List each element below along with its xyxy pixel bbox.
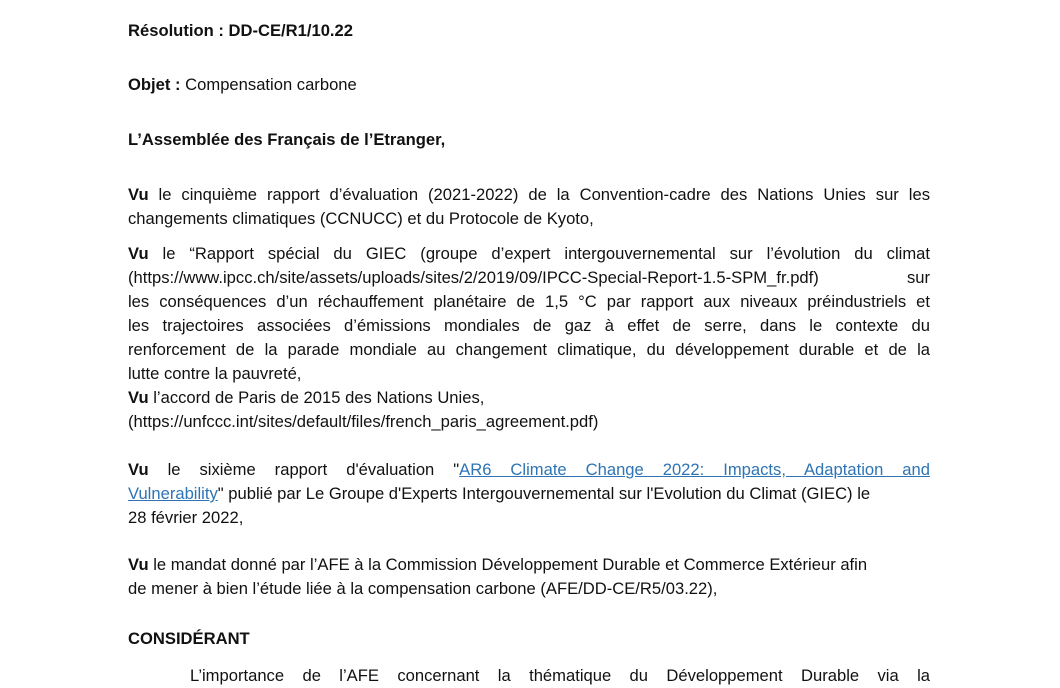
ar6-report-link[interactable]: AR6 Climate Change 2022: Impacts, Adaptation and: [459, 460, 930, 479]
para3-line1: Vu l’accord de Paris de 2015 des Nations Unies,: [128, 388, 485, 407]
para4-line2: Vulnerability" publié par Le Groupe d'Experts Intergouvernemental sur l'Evolution du Climat (GIEC) le: [128, 484, 871, 503]
objet-label: Objet :: [128, 75, 181, 94]
para2-line6: lutte contre la pauvreté,: [128, 364, 302, 383]
para2-line2: (https://www.ipcc.ch/site/assets/uploads/sites/2/2019/09/IPCC-Special-Report-1.5-SPM_fr.pdf) sur: [128, 268, 930, 287]
resolution-label: Résolution :: [128, 21, 224, 40]
ar6-report-link-continued[interactable]: Vulnerability: [128, 484, 218, 503]
considerant-heading: CONSIDÉRANT: [128, 629, 250, 648]
para4-line1: Vu le sixième rapport d'évaluation "AR6 Climate Change 2022: Impacts, Adaptation and: [128, 460, 930, 479]
para5-line2: de mener à bien l’étude liée à la compensation carbone (AFE/DD-CE/R5/03.22),: [128, 579, 718, 598]
objet-value: Compensation carbone: [185, 75, 357, 94]
vu-keyword: Vu: [128, 244, 149, 263]
partial-line: L’importance de l’AFE concernant la thématique du Développement Durable via la: [190, 666, 930, 685]
para2-line4: les trajectoires associées d’émissions mondiales de gaz à effet de serre, dans le contexte du: [128, 316, 930, 335]
objet-line: [128, 73, 930, 97]
para3-line2: (https://unfccc.int/sites/default/files/french_paris_agreement.pdf): [128, 412, 599, 431]
resolution-value: DD-CE/R1/10.22: [228, 21, 354, 40]
para5-line1: Vu le mandat donné par l’AFE à la Commission Développement Durable et Commerce Extérieur afin: [128, 555, 868, 574]
para4-line3: 28 février 2022,: [128, 508, 244, 527]
para2-line1: Vu le “Rapport spécial du GIEC (groupe d’expert intergouvernemental sur l’évolution du climat: [128, 244, 930, 263]
vu-keyword: Vu: [128, 388, 149, 407]
ipcc-url: (https://www.ipcc.ch/site/assets/uploads/sites/2/2019/09/IPCC-Special-Report-1.5-SPM_fr.pdf): [128, 268, 819, 287]
vu-keyword: Vu: [128, 185, 149, 204]
vu-keyword: Vu: [128, 460, 149, 479]
vu-keyword: Vu: [128, 555, 149, 574]
para1-line1: Vu le cinquième rapport d’évaluation (2021-2022) de la Convention-cadre des Nations Unies sur les: [128, 185, 930, 204]
para1-line2: changements climatiques (CCNUCC) et du Protocole de Kyoto,: [128, 209, 594, 228]
resolution-line: [128, 19, 930, 43]
para2-line5: renforcement de la parade mondiale au changement climatique, du développement durable et de la: [128, 340, 930, 359]
para2-line3: les conséquences d’un réchauffement planétaire de 1,5 °C par rapport aux niveaux préindustriels et: [128, 292, 930, 311]
assembly-heading: L’Assemblée des Français de l’Etranger,: [128, 130, 446, 149]
